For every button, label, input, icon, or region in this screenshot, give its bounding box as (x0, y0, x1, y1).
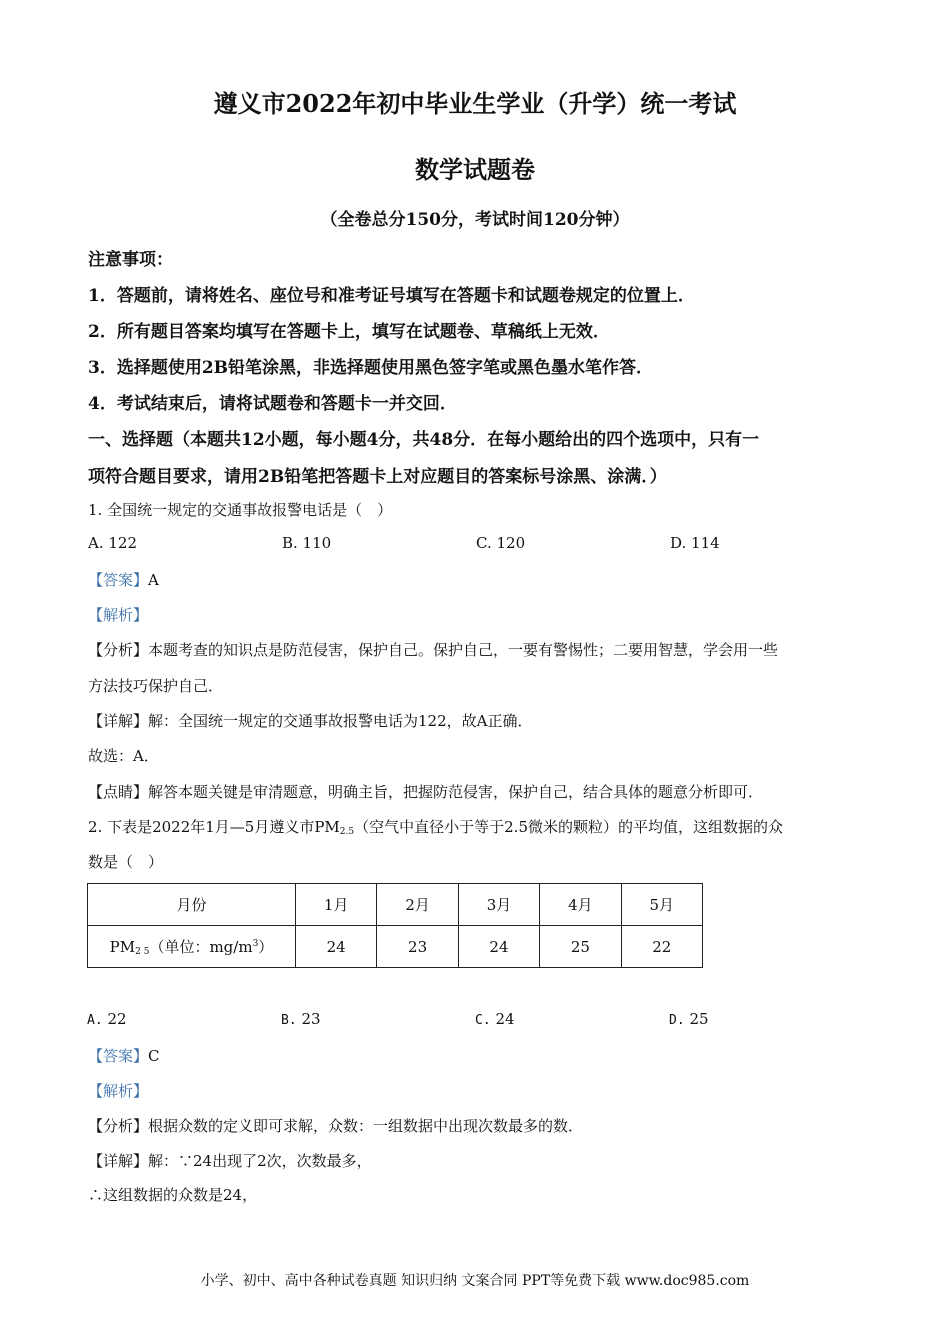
table-cell: 24 (296, 926, 377, 968)
q2-option-c (475, 1010, 515, 1028)
label-subscript: 2 5 (135, 947, 150, 957)
q2-answer (88, 1045, 160, 1066)
notice-item: 4．考试结束后，请将试题卷和答题卡一并交回． (88, 394, 457, 414)
paper-title: 数学试题卷 (415, 155, 535, 184)
exam-title: 遵义市2022年初中毕业生学业（升学）统一考试 (213, 89, 737, 118)
q1-fenxi (88, 639, 778, 660)
table-cell: 24 (458, 926, 539, 968)
dianjing-text: 解答本题关键是审清题意，明确主旨，把握防范侵害，保护自己，结合具体的题意分析即可． (148, 783, 764, 801)
xiangjie-tag: 【详解】 (88, 1152, 149, 1170)
table-header-cell: 3月 (458, 884, 539, 926)
fenxi-tag: 【分析】 (88, 641, 149, 659)
q1-answer (88, 569, 159, 590)
notice-item: 3．选择题使用2B铅笔涂黑，非选择题使用黑色签字笔或黑色墨水笔作答． (88, 358, 654, 378)
table-cell: 22 (621, 926, 702, 968)
q1-option-b: B. 110 (282, 534, 332, 552)
stem-subscript: 2.5 (339, 827, 355, 837)
fenxi-tag: 【分析】 (88, 1117, 149, 1135)
table-header-cell: 月份 (88, 884, 296, 926)
q1-dianjing (88, 781, 763, 802)
q2-analysis-tag (88, 1080, 148, 1101)
table-header-cell: 2月 (377, 884, 458, 926)
question-2-stem (88, 816, 783, 837)
table-cell: 25 (540, 926, 621, 968)
question-1-stem: 1. 全国统一规定的交通事故报警电话是（ ） (88, 501, 393, 519)
fenxi-text: 本题考查的知识点是防范侵害，保护自己。保护自己，一要有警惕性；二要用智慧，学会用一些 (148, 641, 779, 659)
score-info: （全卷总分150分，考试时间120分钟） (320, 210, 630, 230)
table-cell: 23 (377, 926, 458, 968)
q1-option-a: A. 122 (88, 534, 137, 552)
section-heading-line2: 项符合题目要求，请用2B铅笔把答题卡上对应题目的答案标号涂黑、涂满．） (88, 467, 667, 487)
table-header-row (88, 884, 703, 926)
xiangjie-text: 解：∵24出现了2次，次数最多， (148, 1152, 372, 1170)
section-heading-line1: 一、选择题（本题共12小题，每小题4分，共48分．在每小题给出的四个选项中，只有一 (88, 430, 760, 450)
table-row-label (88, 926, 296, 968)
q2-option-b (281, 1010, 321, 1028)
option-value: 25 (689, 1010, 709, 1028)
q1-xiangjie (88, 710, 532, 731)
stem-text: 2. 下表是2022年1月—5月遵义市PM (88, 818, 340, 836)
label-text: PM (109, 938, 136, 956)
q2-fenxi (88, 1115, 583, 1136)
q1-fenxi-line2: 方法技巧保护自己． (88, 677, 224, 695)
q1-choose: 故选：A． (88, 747, 159, 765)
q1-option-c: C. 120 (476, 534, 526, 552)
answer-value: A (148, 571, 159, 589)
table-row (88, 926, 703, 968)
analysis-tag: 【解析】 (88, 606, 149, 624)
notice-heading: 注意事项： (88, 250, 173, 270)
pm25-table (87, 883, 703, 968)
label-end: ） (258, 938, 274, 956)
fenxi-text: 根据众数的定义即可求解，众数：一组数据中出现次数最多的数． (148, 1117, 584, 1135)
q1-analysis-tag (88, 604, 148, 625)
xiangjie-tag: 【详解】 (88, 712, 149, 730)
table-header-cell: 5月 (621, 884, 702, 926)
answer-tag: 【答案】 (88, 571, 149, 589)
option-letter: B. (281, 1013, 297, 1028)
q2-xiangjie (88, 1150, 372, 1171)
q1-option-d: D. 114 (670, 534, 720, 552)
option-value: 23 (301, 1010, 321, 1028)
notice-item: 1．答题前，请将姓名、座位号和准考证号填写在答题卡和试题卷规定的位置上． (88, 286, 695, 306)
option-value: 24 (495, 1010, 515, 1028)
answer-tag: 【答案】 (88, 1047, 149, 1065)
q2-conclusion: ∴这组数据的众数是24， (88, 1186, 258, 1204)
page-footer: 小学、初中、高中各种试卷真题 知识归纳 文案合同 PPT等免费下载 www.doc985.com (200, 1273, 750, 1289)
xiangjie-text: 解：全国统一规定的交通事故报警电话为122，故A正确． (148, 712, 533, 730)
table-header-cell: 1月 (296, 884, 377, 926)
q2-option-a (87, 1010, 127, 1028)
answer-value: C (148, 1047, 160, 1065)
dianjing-tag: 【点睛】 (88, 783, 149, 801)
q2-option-d (669, 1010, 709, 1028)
option-letter: C. (475, 1013, 491, 1028)
stem-text-post: （空气中直径小于等于2.5微米的颗粒）的平均值，这组数据的众 (354, 818, 783, 836)
option-value: 22 (107, 1010, 127, 1028)
option-letter: A. (87, 1013, 103, 1028)
label-superscript: 3 (252, 939, 259, 949)
label-unit: （单位：mg/m (149, 938, 253, 956)
question-2-stem-line2: 数是（ ） (88, 853, 164, 871)
notice-item: 2．所有题目答案均填写在答题卡上，填写在试题卷、草稿纸上无效． (88, 322, 610, 342)
analysis-tag: 【解析】 (88, 1082, 149, 1100)
table-header-cell: 4月 (540, 884, 621, 926)
option-letter: D. (669, 1013, 685, 1028)
